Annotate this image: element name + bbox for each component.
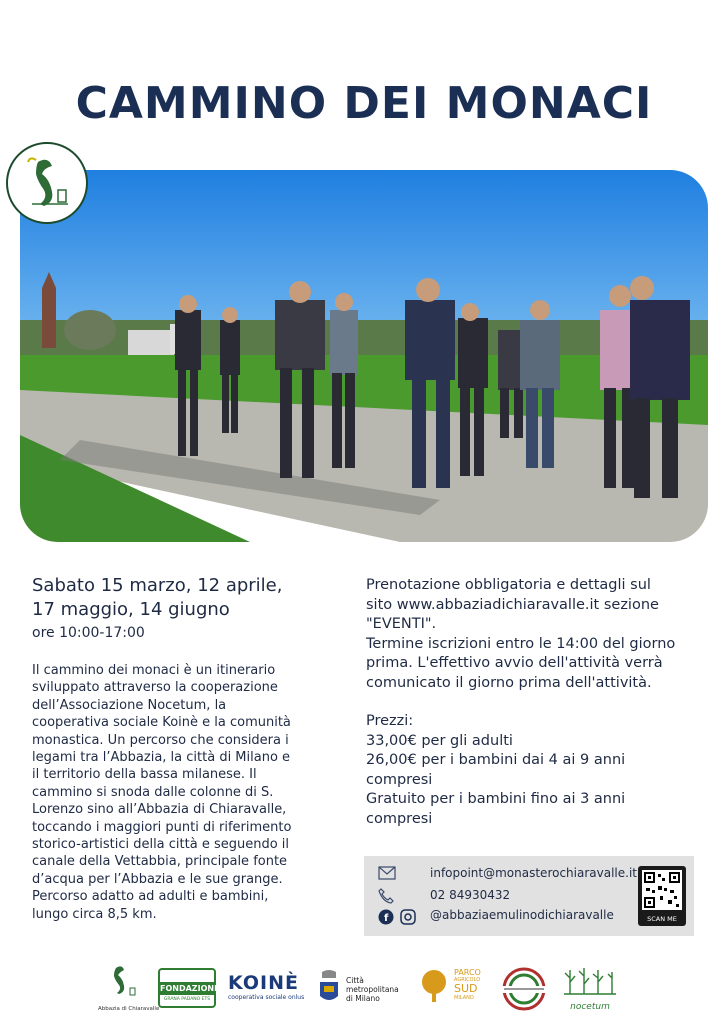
dates-line-1: Sabato 15 marzo, 12 aprile, [32,575,283,596]
phone-icon [378,888,400,902]
desc-line: cammino si snoda dalle colonne di S. [32,784,274,800]
desc-line: il territorio della bassa milanese. Il [32,767,257,783]
desc-line: legami tra l’Abbazia, la città di Milano e [32,750,291,766]
desc-line: monastica. Un percorso che considera i [32,732,289,748]
booking-line: Termine iscrizioni entro le 14:00 del giorno [366,635,676,652]
abbazia-logo-label: Abbazia di Chiaravalle [98,1006,160,1012]
desc-line: Percorso adatto ad adulti e bambini, [32,889,269,905]
price-line: compresi [366,810,433,827]
desc-line: storico-artistici della città e seguendo il [32,837,290,853]
qr-code[interactable] [638,866,686,926]
price-line: 33,00€ per gli adulti [366,732,513,749]
fondazione-label: FONDAZIONE [160,984,220,993]
price-line: Gratuito per i bambini fino ai 3 anni [366,791,626,807]
citta-line-3: di Milano [346,994,380,1003]
svg-text:f: f [384,913,389,924]
email-row [378,866,637,880]
event-hours: ore 10:00-17:00 [32,625,145,641]
booking-line: Prenotazione obbligatoria e dettagli sul [366,577,651,593]
cammino-logo [500,966,550,1012]
envelope-icon [378,866,400,880]
abbazia-logo [98,962,160,1014]
scan-me-label: SCAN ME [647,915,677,923]
hero-photo [20,170,708,542]
fondazione-logo [158,968,220,1008]
prices-heading: Prezzi: [366,713,414,729]
parco-line-4: MILANO [454,995,474,1001]
nocetum-label: nocetum [570,1002,610,1012]
parco-sud-logo [418,968,496,1012]
desc-line: lungo circa 8,5 km. [32,906,157,922]
desc-line: canale della Vettabbia, principale fonte [32,854,288,870]
email-link[interactable]: infopoint@monasterochiaravalle.it [430,866,637,880]
page-title: CAMMINO DEI MONACI [75,78,653,129]
booking-line: sito www.abbaziadichiaravalle.it sezione [366,596,659,613]
citta-line-2: metropolitana [346,985,399,994]
event-dates [32,574,332,622]
booking-line: prima. L'effettivo avvio dell'attività verrà [366,655,663,671]
booking-info [366,576,714,829]
koine-sub: cooperativa sociale onlus [228,994,305,1001]
booking-line: "EVENTI". [366,616,437,632]
heron-icon [100,962,146,1006]
dates-line-2: 17 maggio, 14 giugno [32,599,230,620]
price-line: 26,00€ per i bambini dai 4 ai 9 anni [366,752,626,768]
phone-number[interactable]: 02 84930432 [430,888,511,902]
booking-line: comunicato il giorno prima dell'attività. [366,674,652,691]
desc-line: Lorenzo sino all’Abbazia di Chiaravalle, [32,802,287,818]
parco-line-1: PARCO [454,968,481,977]
social-row [378,908,614,922]
crest-icon [318,968,340,1008]
koine-logo [228,972,308,1008]
desc-line: Il cammino dei monaci è un itinerario [32,663,276,678]
desc-line: dell’Associazione Nocetum, la [32,697,227,713]
instagram-icon [401,910,415,924]
social-icons [378,908,418,922]
abbazia-logo-badge [6,142,88,224]
cammino-emblem-icon [500,966,548,1012]
description [32,662,332,923]
desc-line: d’acqua per l’Abbazia e le sue grange. [32,871,283,887]
citta-metropolitana-logo [318,968,404,1012]
price-line: compresi [366,771,433,788]
nocetum-branches-icon [562,964,618,998]
tree-icon [418,968,450,1008]
nocetum-logo [562,964,618,1014]
fondazione-sub: GRANA PADANO ETS [163,997,211,1002]
desc-line: sviluppato attraverso la cooperazione [32,680,278,696]
citta-line-1: Città [346,976,364,985]
parco-line-3: SUD [454,982,478,995]
social-handle[interactable]: @abbaziaemulinodichiaravalle [430,908,614,922]
desc-line: cooperativa sociale Koinè e la comunità [32,715,291,731]
desc-line: toccando i maggiori punti di riferimento [32,819,292,835]
parco-line-2: AGRICOLO [454,977,481,983]
phone-row [378,888,510,902]
qr-pattern [642,870,682,910]
partner-logos [100,962,620,1018]
heron-icon [8,144,86,222]
koine-label: KOINÈ [228,972,299,994]
